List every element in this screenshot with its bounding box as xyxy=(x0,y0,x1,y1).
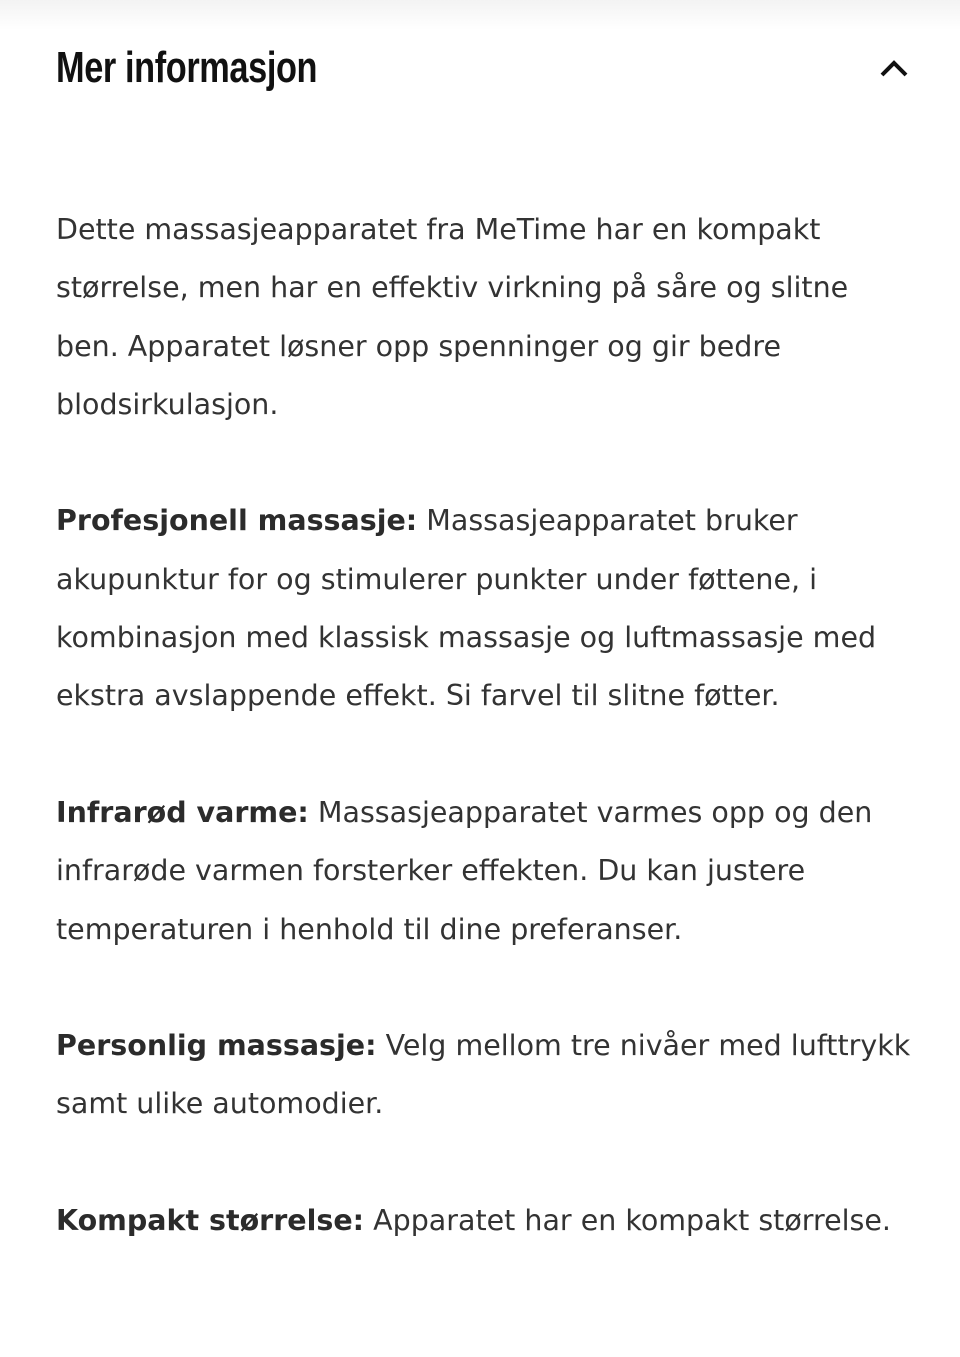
feature-paragraph-infrared-heat xyxy=(56,784,916,959)
intro-paragraph xyxy=(56,201,916,434)
more-info-accordion-header[interactable] xyxy=(56,36,912,100)
paragraph-text: Massasjeapparatet varmes opp og den infrarøde varmen forsterker effekten. Du kan justere temperaturen i henhold til dine preferanser. xyxy=(56,795,873,946)
feature-paragraph-compact-size xyxy=(56,1192,916,1250)
paragraph-text: Massasjeapparatet bruker akupunktur for og stimulerer punkter under føttene, i kombinasjon med klassisk massasje og luftmassasje med ekstra avslappende effekt. Si farvel til slitne føtter. xyxy=(56,504,877,713)
paragraph-text: Velg mellom tre nivåer med lufttrykk samt ulike automodier. xyxy=(56,1029,911,1121)
feature-paragraph-personal-massage xyxy=(56,1017,916,1134)
section-title: Mer informasjon xyxy=(56,43,318,92)
chevron-up-icon[interactable] xyxy=(876,50,912,86)
paragraph-text: Apparatet har en kompakt størrelse. xyxy=(364,1204,891,1238)
top-shadow xyxy=(0,0,960,30)
feature-label: Kompakt størrelse: xyxy=(56,1204,365,1238)
feature-label: Profesjonell massasje: xyxy=(56,504,418,538)
description-content xyxy=(56,201,916,1309)
feature-label: Infrarød varme: xyxy=(56,795,309,829)
feature-label: Personlig massasje: xyxy=(56,1029,377,1063)
paragraph-text: Dette massasjeapparatet fra MeTime har en kompakt størrelse, men har en effektiv virkning på såre og slitne ben. Apparatet løsner opp spenninger og gir bedre blodsirkulasjon. xyxy=(56,213,849,421)
feature-paragraph-professional-massage xyxy=(56,492,916,725)
